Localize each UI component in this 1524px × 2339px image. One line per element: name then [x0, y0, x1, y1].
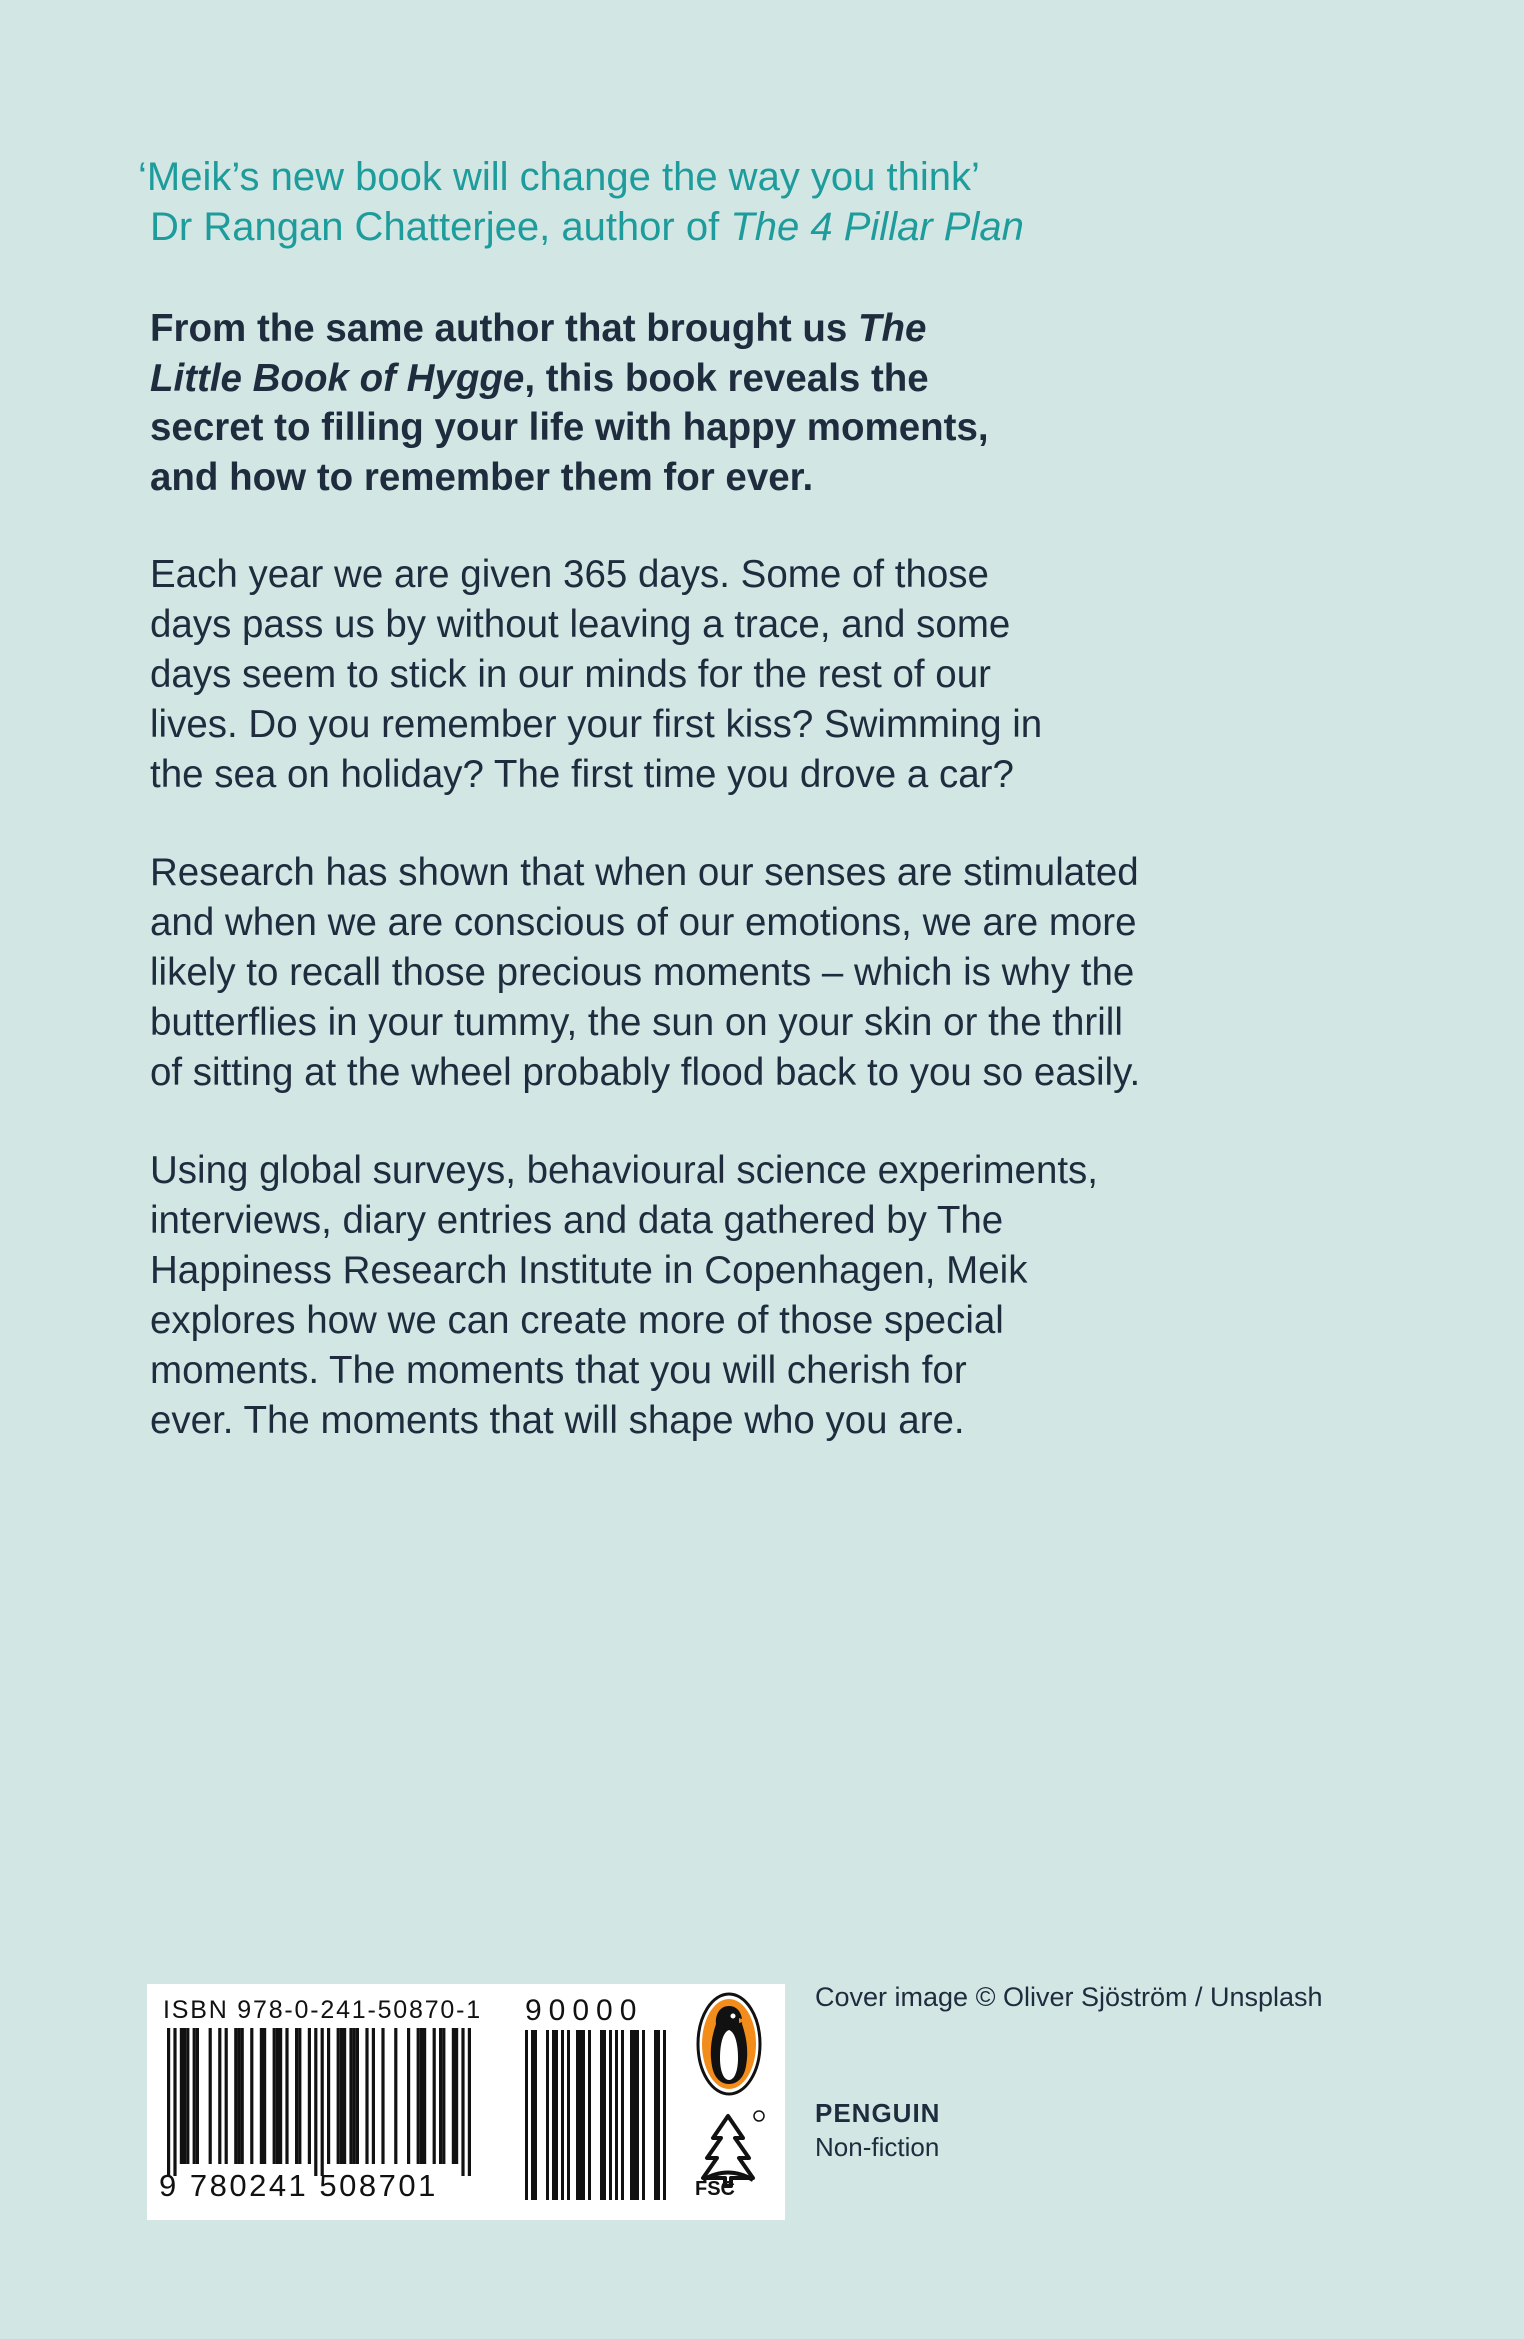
barcode-bars [167, 2028, 487, 2178]
barcode-bar [442, 2028, 445, 2164]
barcode-bar [609, 2030, 612, 2200]
lead-line: and how to remember them for ever. [150, 455, 814, 499]
barcode-bar [588, 2030, 591, 2200]
fsc-label: FSC [695, 2178, 735, 2200]
paragraph-line: butterflies in your tummy, the sun on your skin or the thrill [150, 1001, 1123, 1044]
lead-paragraph [150, 304, 1210, 502]
barcode-bar [663, 2030, 666, 2200]
barcode-bar [276, 2028, 279, 2164]
barcode-bar [263, 2028, 266, 2164]
barcode-bar [567, 2030, 570, 2200]
lead-book-title: Little Book of Hygge [150, 356, 525, 400]
barcode-bar [167, 2028, 170, 2176]
paragraph-line: Each year we are given 365 days. Some of those [150, 553, 989, 596]
barcode-bar [630, 2030, 633, 2200]
barcode-bar [633, 2030, 636, 2200]
paragraph-line: ever. The moments that will shape who you are. [150, 1399, 965, 1442]
paragraph-line: the sea on holiday? The first time you drove a car? [150, 753, 1014, 796]
barcode-bar [273, 2028, 276, 2164]
barcode-bar [468, 2028, 471, 2176]
barcode-bar [582, 2030, 585, 2200]
paragraph-line: likely to recall those precious moments – which is why the [150, 951, 1135, 994]
attribution-author: Dr Rangan Chatterjee, author of [150, 205, 731, 249]
barcode-bar [285, 2028, 288, 2164]
barcode-digits: 9 780241 508701 [159, 2168, 438, 2203]
barcode-bar [600, 2030, 603, 2200]
barcode-bar [279, 2028, 282, 2164]
lead-line [150, 304, 1210, 354]
barcode-bar [552, 2030, 555, 2200]
barcode-bar [250, 2028, 253, 2164]
barcode-bar [555, 2030, 558, 2200]
paragraph-line: Happiness Research Institute in Copenhagen, Meik [150, 1249, 1028, 1292]
ean-barcode [167, 2028, 487, 2178]
barcode-bar [314, 2028, 317, 2176]
paragraph-line: Research has shown that when our senses are stimulated [150, 851, 1139, 894]
publisher-name: PENGUIN [815, 2098, 941, 2128]
barcode-bar [186, 2028, 189, 2164]
barcode-bar [534, 2030, 537, 2200]
barcode-bar [234, 2028, 237, 2164]
lead-text: From the same author that brought us [150, 307, 859, 350]
barcode-bar [237, 2028, 240, 2164]
barcode-bar [340, 2028, 343, 2164]
body-paragraph-2 [150, 848, 1140, 1098]
paragraph-line: and when we are conscious of our emotions, we are more [150, 901, 1137, 944]
barcode-bar [417, 2028, 420, 2164]
lead-line [150, 354, 1210, 404]
barcode-bar [337, 2028, 340, 2164]
paragraph-line: lives. Do you remember your first kiss? Swimming in [150, 703, 1043, 746]
barcode-bar [615, 2030, 618, 2200]
barcode-bar [420, 2028, 423, 2164]
body-paragraph-3 [150, 1146, 1098, 1446]
lead-line: secret to filling your life with happy moments, [150, 406, 989, 449]
paragraph-line: of sitting at the wheel probably flood back to you so easily. [150, 1051, 1141, 1094]
addon-bars [525, 2030, 675, 2200]
isbn-label: ISBN 978-0-241-50870-1 [163, 1996, 482, 2024]
barcode-bar [209, 2028, 212, 2164]
barcode-bar [356, 2028, 359, 2164]
barcode-bar [381, 2028, 384, 2164]
price-addon-barcode [525, 2030, 675, 2205]
barcode-bar [579, 2030, 582, 2200]
penguin-logo-icon [695, 1992, 763, 2096]
barcode-bar [654, 2030, 657, 2200]
barcode-panel [147, 1984, 785, 2220]
barcode-bar [365, 2028, 368, 2164]
barcode-bar [531, 2030, 534, 2200]
paragraph-line: days seem to stick in our minds for the rest of our [150, 653, 991, 696]
quote-text: ‘Meik’s new book will change the way you think’ [138, 155, 980, 199]
quote-attribution [138, 202, 1024, 252]
paragraph-line: Using global surveys, behavioural science experiments, [150, 1149, 1099, 1192]
barcode-bar [321, 2028, 324, 2176]
price-addon-digits: 90000 [525, 1994, 644, 2027]
paragraph-line: interviews, diary entries and data gathered by The [150, 1199, 1004, 1242]
book-category: Non-fiction [815, 2132, 940, 2162]
barcode-bar [461, 2028, 464, 2176]
barcode-bar [173, 2028, 176, 2176]
paragraph-line: days pass us by without leaving a trace, and some [150, 603, 1011, 646]
barcode-bar [196, 2028, 199, 2164]
barcode-bar [525, 2030, 528, 2200]
lead-text: , this book reveals the [524, 356, 929, 400]
barcode-bar [561, 2030, 564, 2200]
lead-book-title: The [858, 307, 927, 350]
barcode-bar [295, 2028, 298, 2164]
endorsement-quote [138, 152, 1024, 252]
barcode-bar [407, 2028, 410, 2164]
attribution-book-title: The 4 Pillar Plan [730, 205, 1024, 249]
barcode-bar [260, 2028, 263, 2164]
barcode-bar [183, 2028, 186, 2164]
barcode-bar [603, 2030, 606, 2200]
paragraph-line: moments. The moments that you will cherish for [150, 1349, 967, 1392]
barcode-bar [225, 2028, 228, 2164]
publisher-block [815, 2096, 940, 2164]
barcode-bar [372, 2028, 375, 2164]
barcode-bar [298, 2028, 301, 2164]
barcode-bar [455, 2028, 458, 2164]
barcode-bar [218, 2028, 221, 2164]
barcode-bar [546, 2030, 549, 2200]
barcode-bar [343, 2028, 346, 2164]
paragraph-line: explores how we can create more of those special [150, 1299, 1004, 1342]
barcode-bar [308, 2028, 311, 2164]
barcode-bar [642, 2030, 645, 2200]
barcode-bar [423, 2028, 426, 2164]
barcode-bar [241, 2028, 244, 2164]
cover-image-credit: Cover image © Oliver Sjöström / Unsplash [815, 1982, 1323, 2012]
barcode-bar [433, 2028, 436, 2164]
barcode-bar [452, 2028, 455, 2164]
body-paragraph-1 [150, 550, 1042, 800]
barcode-bar [180, 2028, 183, 2164]
barcode-bar [349, 2028, 352, 2164]
barcode-bar [576, 2030, 579, 2200]
barcode-bar [353, 2028, 356, 2164]
barcode-bar [657, 2030, 660, 2200]
barcode-bar [327, 2028, 330, 2164]
barcode-bar [621, 2030, 624, 2200]
barcode-bar [636, 2030, 639, 2200]
barcode-bar [193, 2028, 196, 2164]
barcode-bar [439, 2028, 442, 2164]
barcode-bar [394, 2028, 397, 2164]
